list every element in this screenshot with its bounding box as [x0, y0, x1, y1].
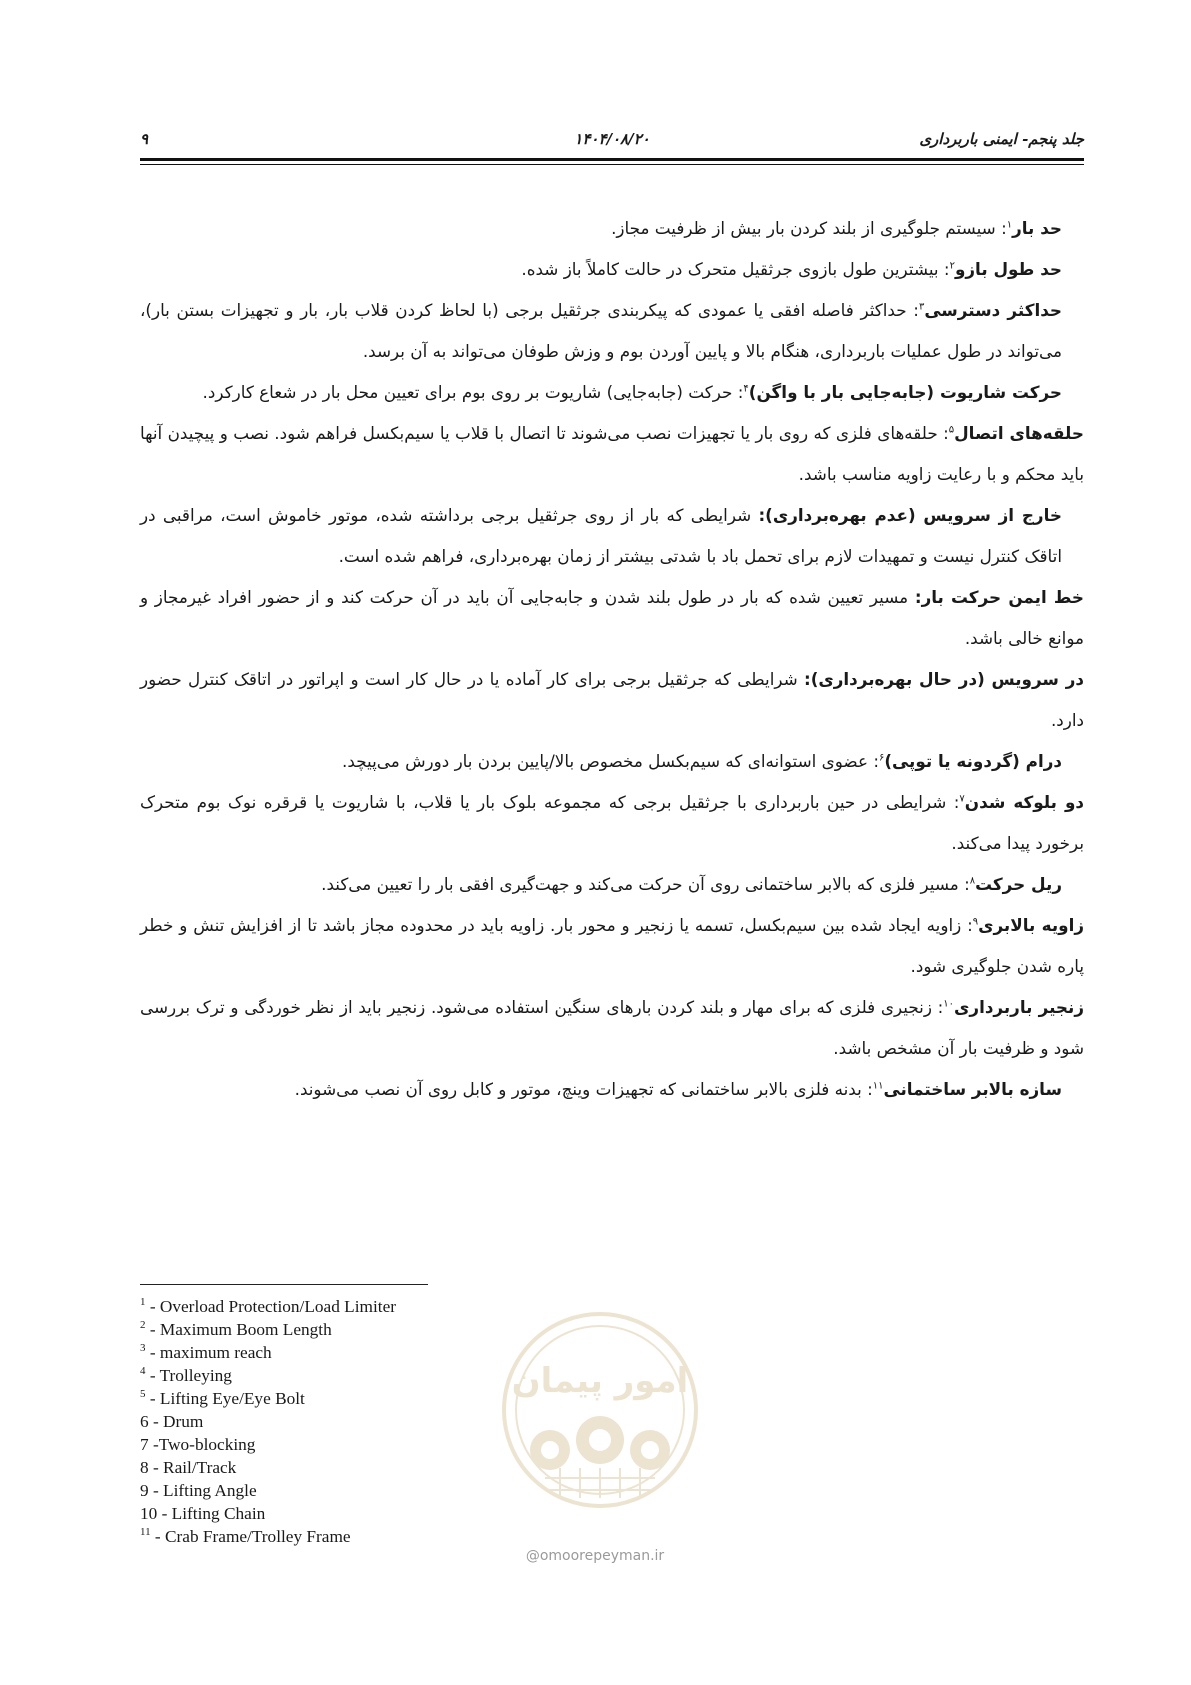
term-separator: : — [943, 423, 949, 443]
footnote-number: 1 — [140, 1296, 146, 1309]
term-separator: : — [913, 300, 919, 320]
definition-term: حلقه‌های اتصال — [954, 423, 1084, 443]
footnote-text: - Overload Protection/Load Limiter — [145, 1297, 397, 1316]
footnote-marker: ۸ — [969, 875, 976, 887]
footnote-marker: ۳ — [918, 301, 925, 313]
header-rule-thin — [140, 164, 1084, 165]
definition-item — [140, 864, 1084, 905]
footnote-separator — [140, 1284, 428, 1285]
definition-term: زاویه بالابری — [978, 915, 1084, 935]
footnote-marker: ۲ — [949, 260, 955, 272]
footnote-number: 9 — [140, 1481, 149, 1500]
definition-term: حد بار — [1012, 218, 1062, 238]
term-separator: : — [943, 259, 950, 279]
footnote-marker: ۵ — [948, 424, 955, 436]
footnote-text: - Lifting Eye/Eye Bolt — [145, 1389, 305, 1408]
definition-term: سازه بالابر ساختمانی — [883, 1079, 1062, 1099]
footnote-text: - Trolleying — [145, 1366, 232, 1385]
footnote-item — [140, 1318, 540, 1341]
definition-text: عضوی استوانه‌ای که سیم‌بکسل مخصوص بالا/پایین بردن بار دورش می‌پیچد. — [342, 751, 874, 771]
definition-text: سیستم جلوگیری از بلند کردن بار بیش از ظرفیت مجاز. — [611, 218, 1002, 238]
footnote-number: 3 — [140, 1342, 146, 1355]
footnote-item — [140, 1295, 540, 1318]
footnote-text: - Rail/Track — [148, 1458, 237, 1477]
definition-item — [140, 249, 1084, 290]
footnote-item — [140, 1387, 540, 1410]
definition-text: حلقه‌های فلزی که روی بار یا تجهیزات نصب می‌شوند تا اتصال با قلاب یا سیم‌بکسل فراهم شود. نصب و پیچیدن آنها باید محکم و با رعایت زاویه مناسب باشد. — [140, 423, 1084, 484]
footnote-item — [140, 1410, 540, 1433]
definition-term: در سرویس (در حال بهره‌برداری): — [804, 669, 1085, 689]
term-separator: : — [873, 751, 879, 771]
footnote-item — [140, 1479, 540, 1502]
definition-text: حداکثر فاصله افقی یا عمودی که پیکربندی جرثقیل برجی (با لحاظ کردن قلاب بار، بار و تجهیزات بستن بار)، می‌تواند در طول عملیات باربرداری، هنگام بالا و پایین آوردن بوم و وزش طوفان می‌تواند به آن برسد. — [140, 300, 1062, 361]
definition-item — [140, 987, 1084, 1069]
footnote-item — [140, 1341, 540, 1364]
footnote-number: 2 — [140, 1319, 146, 1332]
term-separator: : — [964, 874, 970, 894]
omoor-peyman-watermark-icon — [490, 1300, 710, 1575]
footnote-marker: ۷ — [959, 793, 965, 805]
footnote-number: 5 — [140, 1388, 146, 1401]
footnote-marker: ۴ — [743, 383, 749, 395]
footnote-number: 11 — [140, 1526, 151, 1539]
footnotes — [140, 1295, 540, 1548]
footnote-text: - Lifting Angle — [148, 1481, 257, 1500]
definition-term: حد طول بازو — [954, 259, 1062, 279]
definition-item — [140, 413, 1084, 495]
footnote-text: - Lifting Chain — [157, 1504, 266, 1523]
term-separator: : — [737, 382, 744, 402]
footnote-number: 7 — [140, 1435, 149, 1454]
footnote-marker: ۹ — [972, 916, 979, 928]
definition-term: خط ایمن حرکت بار: — [914, 587, 1084, 607]
footnote-text: - Drum — [148, 1412, 204, 1431]
page-header — [140, 130, 1084, 156]
definition-item — [140, 577, 1084, 659]
definition-term: حرکت شاریوت (جابه‌جایی بار با واگن) — [748, 382, 1062, 402]
definition-item — [140, 741, 1084, 782]
definition-item — [140, 495, 1084, 577]
footnote-item — [140, 1456, 540, 1479]
term-separator: : — [953, 792, 960, 812]
definition-item — [140, 659, 1084, 741]
page-number: ۹ — [140, 130, 149, 148]
definition-text: شرایطی که جرثقیل برجی برای کار آماده یا در حال کار است و اپراتور در اتاقک کنترل حضور دارد. — [140, 669, 1084, 730]
definition-item — [140, 1069, 1084, 1110]
definition-item — [140, 372, 1084, 413]
footnote-item — [140, 1433, 540, 1456]
footnote-marker: ۶ — [879, 752, 885, 764]
footnote-marker: ۱ — [1006, 219, 1013, 231]
footnote-number: 6 — [140, 1412, 149, 1431]
header-date: ۱۴۰۴/۰۸/۲۰ — [574, 130, 650, 148]
term-separator: : — [867, 1079, 873, 1099]
definition-term: حداکثر دسترسی — [924, 300, 1062, 320]
term-separator: : — [967, 915, 973, 935]
definition-term: زنجیر باربرداری — [954, 997, 1084, 1017]
definition-text: شرایطی که بار از روی جرثقیل برجی برداشته شده، موتور خاموش است، مراقبی در اتاقک کنترل نیست و تمهیدات لازم برای تحمل باد با شدتی بیشتر از زمان بهره‌برداری، فراهم شده است. — [140, 505, 1062, 566]
definition-item — [140, 905, 1084, 987]
footnote-item — [140, 1364, 540, 1387]
term-separator: : — [1001, 218, 1007, 238]
watermark-logo-text: امور پیمان — [511, 1361, 689, 1401]
definition-text: مسیر تعیین شده که بار در طول بلند شدن و جابه‌جایی آن باید در آن حرکت کند و از حضور افراد غیرمجاز و موانع خالی باشد. — [140, 587, 1084, 648]
footnote-number: 10 — [140, 1504, 158, 1523]
definition-item — [140, 208, 1084, 249]
definitions-list — [140, 208, 1084, 1110]
definition-text: زنجیری فلزی که برای مهار و بلند کردن بارهای سنگین استفاده می‌شود. زنجیر باید از نظر خوردگی و ترک بررسی شود و ظرفیت بار آن مشخص باشد. — [140, 997, 1084, 1058]
footnote-text: -Two-blocking — [148, 1435, 256, 1454]
footnote-number: 8 — [140, 1458, 149, 1477]
definition-text: حرکت (جابه‌جایی) شاریوت بر روی بوم برای تعیین محل بار در شعاع کارکرد. — [202, 382, 738, 402]
footnote-marker: ۱۰ — [943, 998, 955, 1010]
definition-text: بدنه فلزی بالابر ساختمانی که تجهیزات وینچ، موتور و کابل روی آن نصب می‌شوند. — [294, 1079, 868, 1099]
footnote-item — [140, 1502, 540, 1525]
definition-term: درام (گردونه یا توپی) — [884, 751, 1062, 771]
term-separator: : — [937, 997, 944, 1017]
definition-text: زاویه ایجاد شده بین سیم‌بکسل، تسمه یا زنجیر و محور بار. زاویه باید در محدوده مجاز باشد تا از افزایش تنش و خطر پاره شدن جلوگیری شود. — [140, 915, 1084, 976]
footnote-item — [140, 1525, 540, 1548]
definition-term: دو بلوکه شدن — [964, 792, 1084, 812]
definition-item — [140, 290, 1084, 372]
footnote-text: - Maximum Boom Length — [145, 1320, 332, 1339]
footnote-text: - Crab Frame/Trolley Frame — [150, 1527, 351, 1546]
footnote-number: 4 — [140, 1365, 146, 1378]
volume-title: جلد پنجم- ایمنی باربرداری — [919, 130, 1084, 148]
definition-term: خارج از سرویس (عدم بهره‌برداری): — [758, 505, 1062, 525]
header-rule-thick — [140, 158, 1084, 161]
definition-term: ریل حرکت — [975, 874, 1062, 894]
footnote-text: - maximum reach — [145, 1343, 272, 1362]
definition-text: بیشترین طول بازوی جرثقیل متحرک در حالت کاملاً باز شده. — [521, 259, 944, 279]
watermark-caption: @omoorepeyman.ir — [525, 1548, 665, 1564]
definition-text: مسیر فلزی که بالابر ساختمانی روی آن حرکت می‌کند و جهت‌گیری افقی بار را تعیین می‌کند. — [321, 874, 965, 894]
definition-item — [140, 782, 1084, 864]
definition-text: شرایطی در حین باربرداری با جرثقیل برجی که مجموعه بلوک بار یا قلاب، با شاریوت یا قرقره نوک بوم متحرک برخورد پیدا می‌کند. — [140, 792, 1084, 853]
footnote-marker: ۱۱ — [872, 1080, 884, 1092]
